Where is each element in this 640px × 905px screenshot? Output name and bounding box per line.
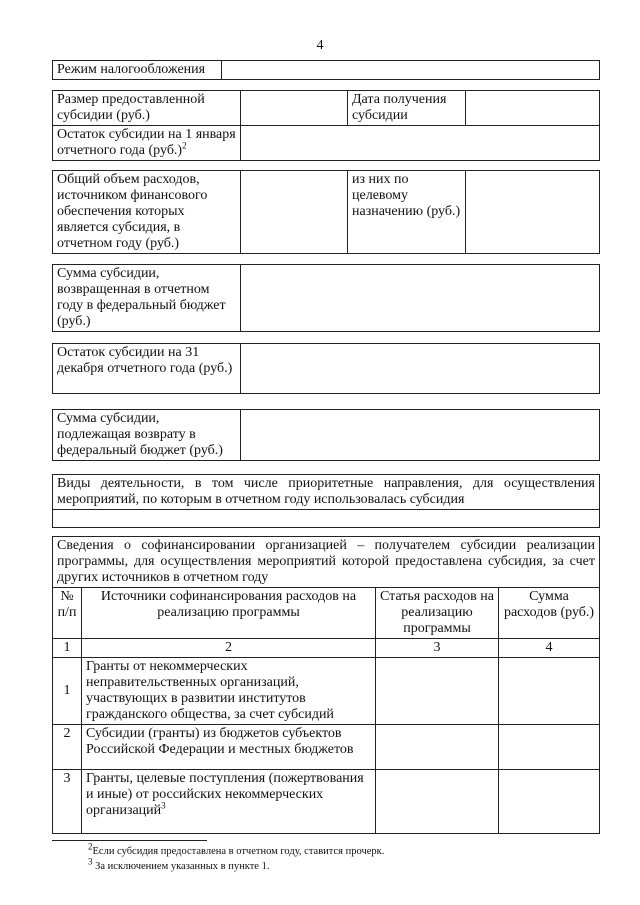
subsidy-table [52,90,600,161]
subsidy-amount-label: Размер предоставленной субсидии (руб.) [53,91,241,126]
expenses-total-field[interactable] [241,171,348,254]
returned-table [52,264,600,332]
row-sum-field[interactable] [499,725,600,770]
returned-field[interactable] [241,265,600,332]
row-source: Гранты от некоммерческих неправительственных организаций, участвующих в развитии институтов гражданского общества, за счет субсидий [82,658,376,725]
header-article: Статья расходов на реализацию программы [376,588,499,639]
footnote-divider [52,840,207,841]
tax-regime-field[interactable] [222,61,600,80]
row-source: Гранты, целевые поступления (пожертвования и иные) от российских некоммерческих организаций$^3$ [82,770,376,834]
header-num: № п/п [53,588,82,639]
activities-table [52,474,600,528]
to-return-table [52,409,600,461]
row-num: 2 [53,725,82,770]
col-number-2: 2 [82,639,376,658]
expenses-targeted-field[interactable] [466,171,600,254]
footnote-mark-3: 3 [161,800,166,811]
table-row [53,770,600,834]
header-source: Источники софинансирования расходов на реализацию программы [82,588,376,639]
subsidy-date-field[interactable] [466,91,600,126]
activities-field[interactable] [53,510,600,528]
table-row [53,725,600,770]
expenses-table [52,170,600,254]
col-number-1: 1 [53,639,82,658]
row-sum-field[interactable] [499,770,600,834]
row-article-field[interactable] [376,658,499,725]
header-sum: Сумма расходов (руб.) [499,588,600,639]
tax-regime-table [52,60,600,80]
balance-dec-label: Остаток субсидии на 31 декабря отчетного года (руб.) [53,344,241,394]
returned-label: Сумма субсидии, возвращенная в отчетном году в федеральный бюджет (руб.) [53,265,241,332]
to-return-label: Сумма субсидии, подлежащая возврату в федеральный бюджет (руб.) [53,410,241,461]
expenses-targeted-label: из них по целевому назначению (руб.) [348,171,466,254]
balance-jan-field[interactable] [241,126,600,161]
balance-jan-label: Остаток субсидии на 1 января отчетного года $(руб.)^2$ [53,126,241,161]
to-return-field[interactable] [241,410,600,461]
subsidy-amount-field[interactable] [241,91,348,126]
cofinancing-title: Сведения о софинансировании организацией – получателем субсидии реализации программы, для осуществления мероприятий которой предоставлена субсидия, за счет других источников в отчетном году [53,537,600,588]
balance-dec-table [52,343,600,394]
col-number-3: 3 [376,639,499,658]
row-num: 3 [53,770,82,834]
footnote-3: $^3$ За исключением указанных в пункте 1. [88,856,270,872]
footnote-2: $^2$Если субсидия предоставлена в отчетном году, ставится прочерк. [88,841,385,857]
activities-label: Виды деятельности, в том числе приоритетные направления, для осуществления мероприятий, по которым в отчетном году использовалась субсидия [53,475,600,510]
row-article-field[interactable] [376,725,499,770]
col-number-4: 4 [499,639,600,658]
footnote-mark-2: 2 [182,140,187,151]
subsidy-date-label: Дата получения субсидии [348,91,466,126]
row-source: Субсидии (гранты) из бюджетов субъектов Российской Федерации и местных бюджетов [82,725,376,770]
expenses-total-label: Общий объем расходов, источником финансового обеспечения которых является субсидия, в отчетном году (руб.) [53,171,241,254]
row-num: 1 [53,658,82,725]
tax-regime-label: Режим налогообложения [53,61,222,80]
cofinancing-table [52,536,600,834]
balance-dec-field[interactable] [241,344,600,394]
table-row [53,658,600,725]
page-number: 4 [316,38,324,53]
row-sum-field[interactable] [499,658,600,725]
row-article-field[interactable] [376,770,499,834]
